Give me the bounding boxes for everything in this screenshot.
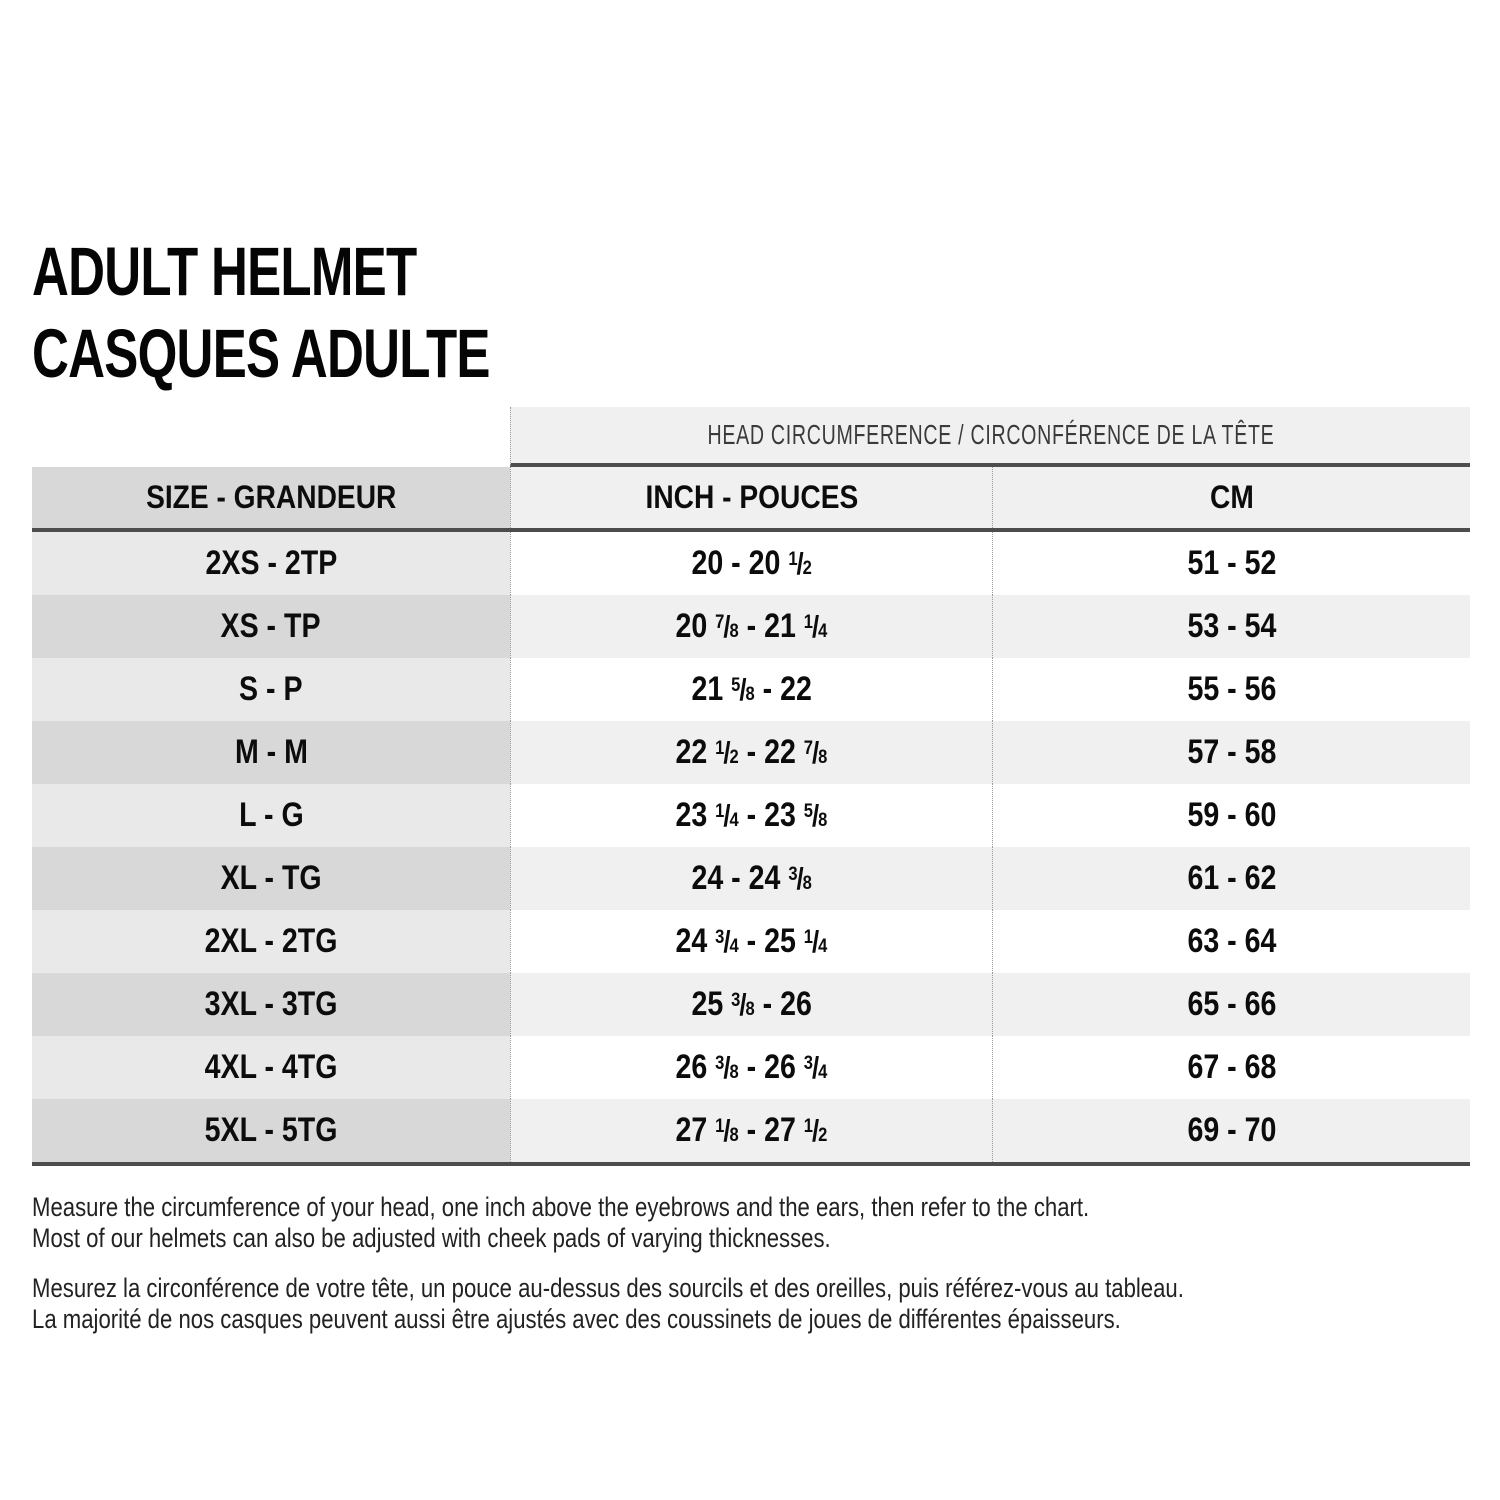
inch-cell: 22 $^1$/2 - 22 $^7$/8	[510, 721, 992, 784]
inch-cell: 27 $^1$/8 - 27 $^1$/2	[510, 1099, 992, 1162]
table-row	[32, 721, 1470, 784]
inch-cell: 26 $^3$/8 - 26 $^3$/4	[510, 1036, 992, 1099]
cm-cell: 55 - 56	[992, 658, 1470, 721]
cm-cell: 53 - 54	[992, 595, 1470, 658]
cm-cell: 63 - 64	[992, 910, 1470, 973]
table-row	[32, 1036, 1470, 1099]
size-cell: 3XL - 3TG	[32, 973, 510, 1036]
page-title	[32, 231, 490, 395]
inch-cell: 20 $^7$/8 - 21 $^1$/4	[510, 595, 992, 658]
sizing-note-fr-line-1: Mesurez la circonférence de votre tête, un pouce au-dessus des sourcils et des oreilles, puis référez-vous au tableau.	[32, 1273, 1184, 1303]
sizing-note-en-line-2: Most of our helmets can also be adjusted with cheek pads of varying thicknesses.	[32, 1223, 831, 1253]
size-cell: M - M	[32, 721, 510, 784]
size-cell: 2XS - 2TP	[32, 532, 510, 595]
table-banner-spacer	[32, 407, 510, 467]
inch-cell: 23 $^1$/4 - 23 $^5$/8	[510, 784, 992, 847]
table-body	[32, 532, 1470, 1166]
table-row	[32, 595, 1470, 658]
page-title-line-2: CASQUES ADULTE	[32, 315, 490, 392]
table-banner-row	[32, 407, 1470, 467]
sizing-note-en-line-1: Measure the circumference of your head, one inch above the eyebrows and the ears, then refer to the chart.	[32, 1192, 1090, 1222]
table-row	[32, 658, 1470, 721]
sizing-note-fr-line-2: La majorité de nos casques peuvent aussi être ajustés avec des coussinets de joues de différentes épaisseurs.	[32, 1304, 1121, 1334]
size-cell: 2XL - 2TG	[32, 910, 510, 973]
size-cell: 5XL - 5TG	[32, 1099, 510, 1162]
table-row	[32, 1099, 1470, 1162]
col-header-size: SIZE - GRANDEUR	[32, 467, 510, 528]
cm-cell: 57 - 58	[992, 721, 1470, 784]
inch-cell: 21 $^5$/8 - 22	[510, 658, 992, 721]
table-row	[32, 847, 1470, 910]
cm-cell: 51 - 52	[992, 532, 1470, 595]
head-circumference-banner-label: HEAD CIRCUMFERENCE / CIRCONFÉRENCE DE LA TÊTE	[707, 419, 1274, 450]
cm-cell: 59 - 60	[992, 784, 1470, 847]
size-table	[32, 407, 1470, 1166]
sizing-note-fr	[32, 1273, 1184, 1335]
head-circumference-banner	[510, 407, 1470, 467]
cm-cell: 61 - 62	[992, 847, 1470, 910]
size-cell: L - G	[32, 784, 510, 847]
col-header-cm: CM	[992, 467, 1470, 528]
cm-cell: 67 - 68	[992, 1036, 1470, 1099]
inch-cell: 25 $^3$/8 - 26	[510, 973, 992, 1036]
size-cell: XL - TG	[32, 847, 510, 910]
size-cell: XS - TP	[32, 595, 510, 658]
inch-cell: 20 - 20 $^1$/2	[510, 532, 992, 595]
inch-cell: 24 $^3$/4 - 25 $^1$/4	[510, 910, 992, 973]
table-header-row	[32, 467, 1470, 532]
page-title-line-1: ADULT HELMET	[32, 233, 417, 310]
size-cell: S - P	[32, 658, 510, 721]
sizing-note-en	[32, 1192, 1089, 1254]
table-row	[32, 910, 1470, 973]
table-row	[32, 532, 1470, 595]
cm-cell: 65 - 66	[992, 973, 1470, 1036]
table-row	[32, 784, 1470, 847]
col-header-inch: INCH - POUCES	[510, 467, 992, 528]
size-cell: 4XL - 4TG	[32, 1036, 510, 1099]
cm-cell: 69 - 70	[992, 1099, 1470, 1162]
inch-cell: 24 - 24 $^3$/8	[510, 847, 992, 910]
table-row	[32, 973, 1470, 1036]
